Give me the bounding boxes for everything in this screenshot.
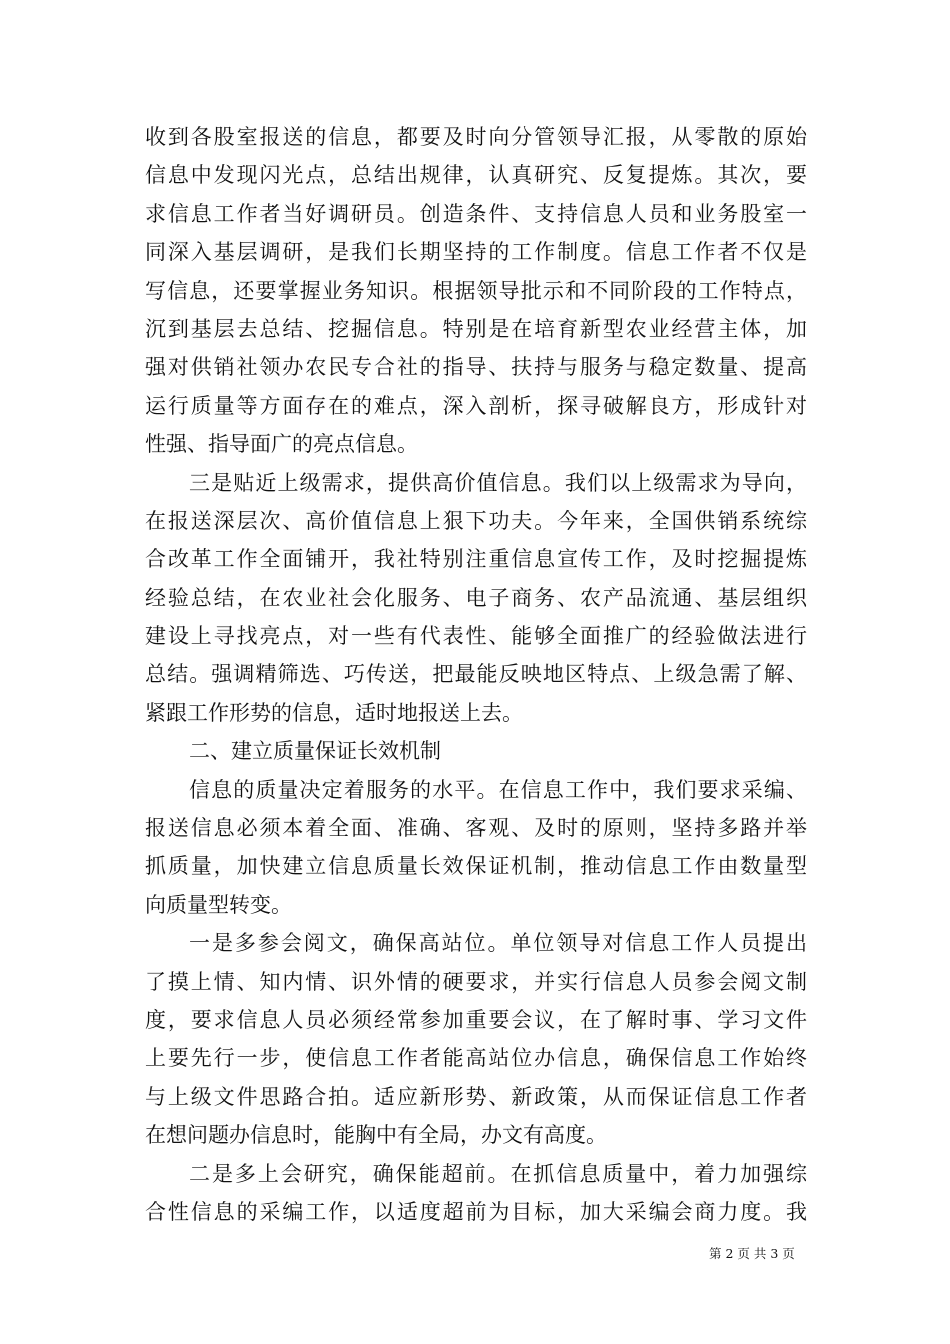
text-line: 合性信息的采编工作，以适度超前为目标，加大采编会商力度。我 xyxy=(145,1199,807,1224)
text-line: 写信息，还要掌握业务知识。根据领导批示和不同阶段的工作特点， xyxy=(145,278,807,303)
text-line: 抓质量，加快建立信息质量长效保证机制，推动信息工作由数量型 xyxy=(145,854,807,879)
text-line: 在想问题办信息时，能胸中有全局，办文有高度。 xyxy=(145,1123,607,1148)
paragraph-first-line: 一是多参会阅文，确保高站位。单位领导对信息工作人员提出 xyxy=(189,931,807,956)
text-line: 上要先行一步，使信息工作者能高站位办信息，确保信息工作始终 xyxy=(145,1046,807,1071)
text-line: 信息中发现闪光点，总结出规律，认真研究、反复提炼。其次，要 xyxy=(145,163,807,188)
text-line: 合改革工作全面铺开，我社特别注重信息宣传工作，及时挖掘提炼 xyxy=(145,547,807,572)
text-line: 求信息工作者当好调研员。创造条件、支持信息人员和业务股室一 xyxy=(145,201,807,226)
text-line: 同深入基层调研，是我们长期坚持的工作制度。信息工作者不仅是 xyxy=(145,240,807,265)
page-number-footer: 第 2 页 共 3 页 xyxy=(709,1246,795,1261)
paragraph-first-line: 信息的质量决定着服务的水平。在信息工作中，我们要求采编、 xyxy=(189,777,807,802)
text-line: 经验总结，在农业社会化服务、电子商务、农产品流通、基层组织 xyxy=(145,585,807,610)
section-heading: 二、建立质量保证长效机制 xyxy=(189,739,441,764)
text-line: 了摸上情、知内情、识外情的硬要求，并实行信息人员参会阅文制 xyxy=(145,969,807,994)
paragraph-first-line: 三是贴近上级需求，提供高价值信息。我们以上级需求为导向， xyxy=(189,470,807,495)
document-body xyxy=(145,118,807,1231)
text-line: 在报送深层次、高价值信息上狠下功夫。今年来，全国供销系统综 xyxy=(145,508,807,533)
text-line: 收到各股室报送的信息，都要及时向分管领导汇报，从零散的原始 xyxy=(145,125,807,149)
text-line: 强对供销社领办农民专合社的指导、扶持与服务与稳定数量、提高 xyxy=(145,355,807,380)
text-line: 建设上寻找亮点，对一些有代表性、能够全面推广的经验做法进行 xyxy=(145,624,807,649)
text-line: 报送信息必须本着全面、准确、客观、及时的原则，坚持多路并举 xyxy=(145,816,807,841)
text-line: 向质量型转变。 xyxy=(145,892,292,917)
text-line: 与上级文件思路合拍。适应新形势、新政策，从而保证信息工作者 xyxy=(145,1084,807,1109)
text-line: 沉到基层去总结、挖掘信息。特别是在培育新型农业经营主体，加 xyxy=(145,316,807,341)
text-line: 运行质量等方面存在的难点，深入剖析，探寻破解良方，形成针对 xyxy=(145,393,807,418)
text-line: 性强、指导面广的亮点信息。 xyxy=(145,432,418,457)
text-line: 度，要求信息人员必须经常参加重要会议，在了解时事、学习文件 xyxy=(145,1007,807,1032)
text-line: 紧跟工作形势的信息，适时地报送上去。 xyxy=(145,700,523,725)
text-line: 总结。强调精筛选、巧传送，把最能反映地区特点、上级急需了解、 xyxy=(145,662,807,687)
paragraph-first-line: 二是多上会研究，确保能超前。在抓信息质量中，着力加强综 xyxy=(189,1161,807,1186)
